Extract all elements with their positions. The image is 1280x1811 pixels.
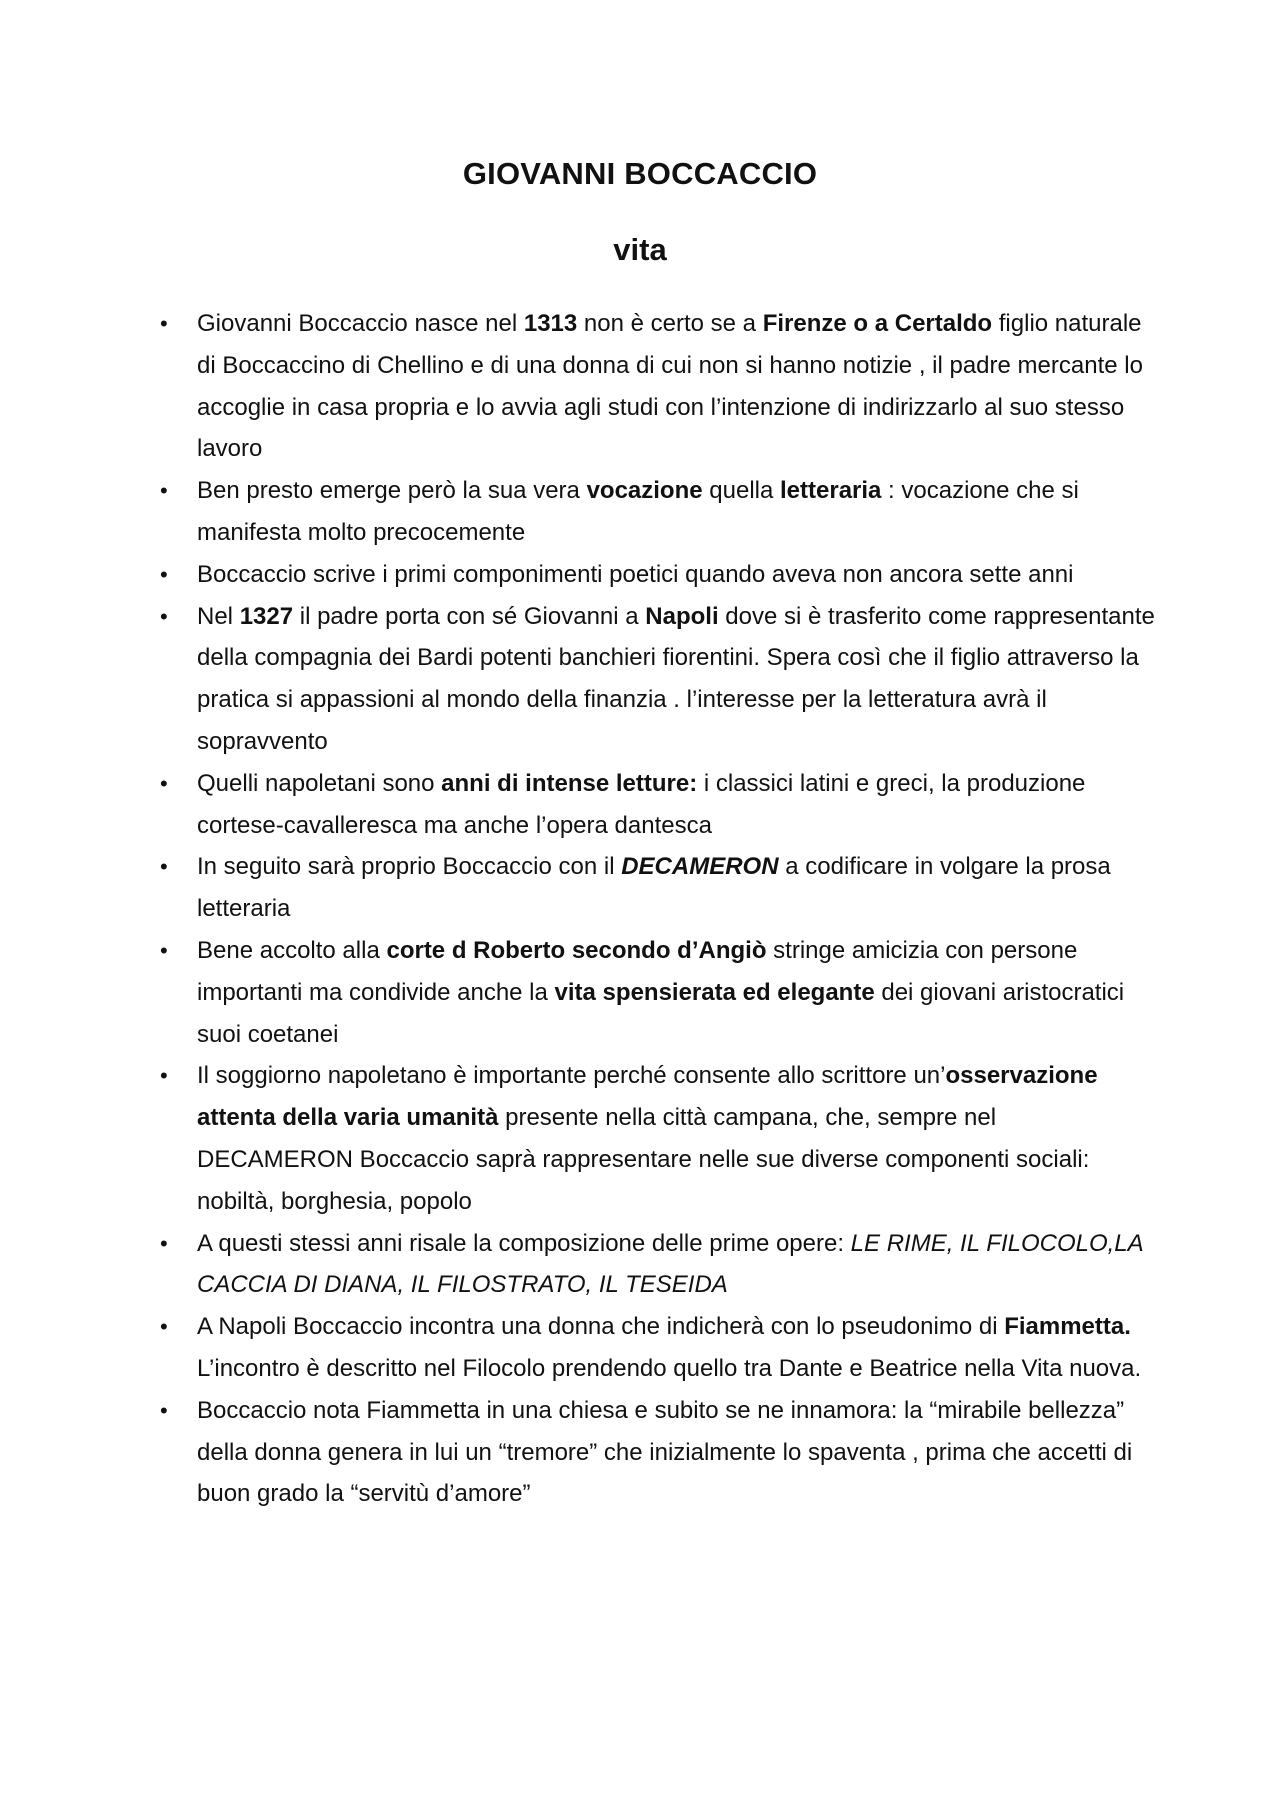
bullet-icon: • bbox=[160, 561, 168, 587]
bullet-icon: • bbox=[160, 770, 168, 796]
text-run: 1327 bbox=[239, 602, 294, 630]
list-item bbox=[160, 930, 1157, 1055]
text-run: non è certo se a bbox=[577, 310, 763, 337]
text-run: Il soggiorno napoletano è importante perché consente allo scrittore un’ bbox=[197, 1062, 946, 1090]
text-run: corte d Roberto secondo d’Angiò bbox=[386, 936, 767, 964]
list-item bbox=[160, 763, 1157, 847]
bullet-icon: • bbox=[160, 311, 168, 336]
list-item bbox=[160, 1390, 1157, 1515]
list-item bbox=[160, 1055, 1157, 1222]
bullet-icon: • bbox=[160, 1230, 168, 1256]
text-run: Boccaccio nota Fiammetta in una chiesa e subito se ne innamora: la “mirabile bellezza” della donna genera in lui un “tremore” che inizialmente lo spaventa , prima che accetti di buon grado la “servitù d’amore” bbox=[197, 1396, 1133, 1508]
text-run: Boccaccio scrive i primi componimenti poetici quando aveva non ancora sette anni bbox=[197, 560, 1074, 588]
bullet-icon: • bbox=[160, 854, 168, 880]
bullet-list bbox=[160, 303, 1157, 1515]
section-subtitle: vita bbox=[613, 232, 667, 267]
text-run: Firenze o a Certaldo bbox=[762, 310, 993, 337]
text-run: Napoli bbox=[645, 602, 719, 630]
list-item bbox=[160, 1306, 1157, 1390]
text-run: Ben presto emerge però la sua vera bbox=[197, 477, 587, 505]
text-run: letteraria bbox=[780, 477, 882, 505]
text-run: Nel bbox=[197, 602, 240, 630]
text-run: DECAMERON bbox=[621, 853, 779, 881]
text-run: L’incontro è descritto nel Filocolo prendendo quello tra Dante e Beatrice nella Vita nuova. bbox=[197, 1354, 1142, 1382]
text-run: stringe amicizia con persone importanti ma condivide anche la bbox=[197, 936, 1078, 1006]
text-run: In seguito sarà proprio Boccaccio con il bbox=[197, 853, 622, 881]
list-item bbox=[160, 470, 1157, 554]
text-run: a codificare in volgare la prosa letteraria bbox=[197, 853, 1111, 923]
bullet-icon: • bbox=[160, 1397, 168, 1423]
text-run: dei giovani aristocratici suoi coetanei bbox=[197, 978, 1125, 1048]
list-item bbox=[160, 596, 1157, 763]
text-run: figlio naturale di Boccaccino di Chellino e di una donna di cui non si hanno notizie , il padre mercante lo accoglie in casa propria e lo avvia agli studi con l’intenzione di indirizzarlo al suo stesso lavoro bbox=[197, 310, 1143, 463]
text-run: presente nella città campana, che, sempre nel DECAMERON Boccaccio saprà rappresentare nelle sue diverse componenti sociali: nobiltà, borghesia, popolo bbox=[197, 1104, 1090, 1215]
text-run: LE RIME, IL FILOCOLO,LA CACCIA DI DIANA, IL FILOSTRATO, IL TESEIDA bbox=[197, 1229, 1143, 1299]
bullet-icon: • bbox=[160, 1314, 168, 1340]
text-run: dove si è trasferito come rappresentante della compagnia dei Bardi potenti banchieri fiorentini. Spera così che il figlio attraverso la pratica si appassioni al mondo della finanzia . l’interesse per la letteratura avrà il sopravvento bbox=[197, 602, 1155, 755]
text-run: Bene accolto alla bbox=[197, 936, 387, 964]
text-run: i classici latini e greci, la produzione cortese-cavalleresca ma anche l’opera dantesca bbox=[197, 769, 1086, 839]
page-title: GIOVANNI BOCCACCIO bbox=[462, 156, 818, 191]
list-item bbox=[160, 303, 1157, 470]
text-run: A Napoli Boccaccio incontra una donna che indicherà con lo pseudonimo di bbox=[197, 1313, 1005, 1341]
text-run: vita spensierata ed elegante bbox=[554, 978, 875, 1006]
list-item bbox=[160, 554, 1157, 596]
list-item bbox=[160, 1223, 1157, 1307]
text-run: Giovanni Boccaccio nasce nel bbox=[197, 310, 524, 337]
text-run: 1313 bbox=[523, 310, 578, 337]
text-run: quella bbox=[702, 477, 780, 505]
text-run: Fiammetta. bbox=[1004, 1313, 1131, 1341]
list-item bbox=[160, 846, 1157, 930]
bullet-icon: • bbox=[160, 478, 168, 504]
text-run: vocazione bbox=[586, 477, 703, 505]
text-run: osservazione attenta della varia umanità bbox=[197, 1062, 1098, 1132]
text-run: il padre porta con sé Giovanni a bbox=[293, 602, 646, 630]
text-run: Quelli napoletani sono bbox=[197, 769, 442, 797]
bullet-icon: • bbox=[160, 603, 168, 629]
bullet-icon: • bbox=[160, 1063, 168, 1089]
text-run: : vocazione che si manifesta molto precocemente bbox=[197, 477, 1079, 546]
text-run: anni di intense letture: bbox=[441, 769, 698, 797]
bullet-icon: • bbox=[160, 937, 168, 963]
text-run: A questi stessi anni risale la composizione delle prime opere: bbox=[197, 1229, 851, 1257]
